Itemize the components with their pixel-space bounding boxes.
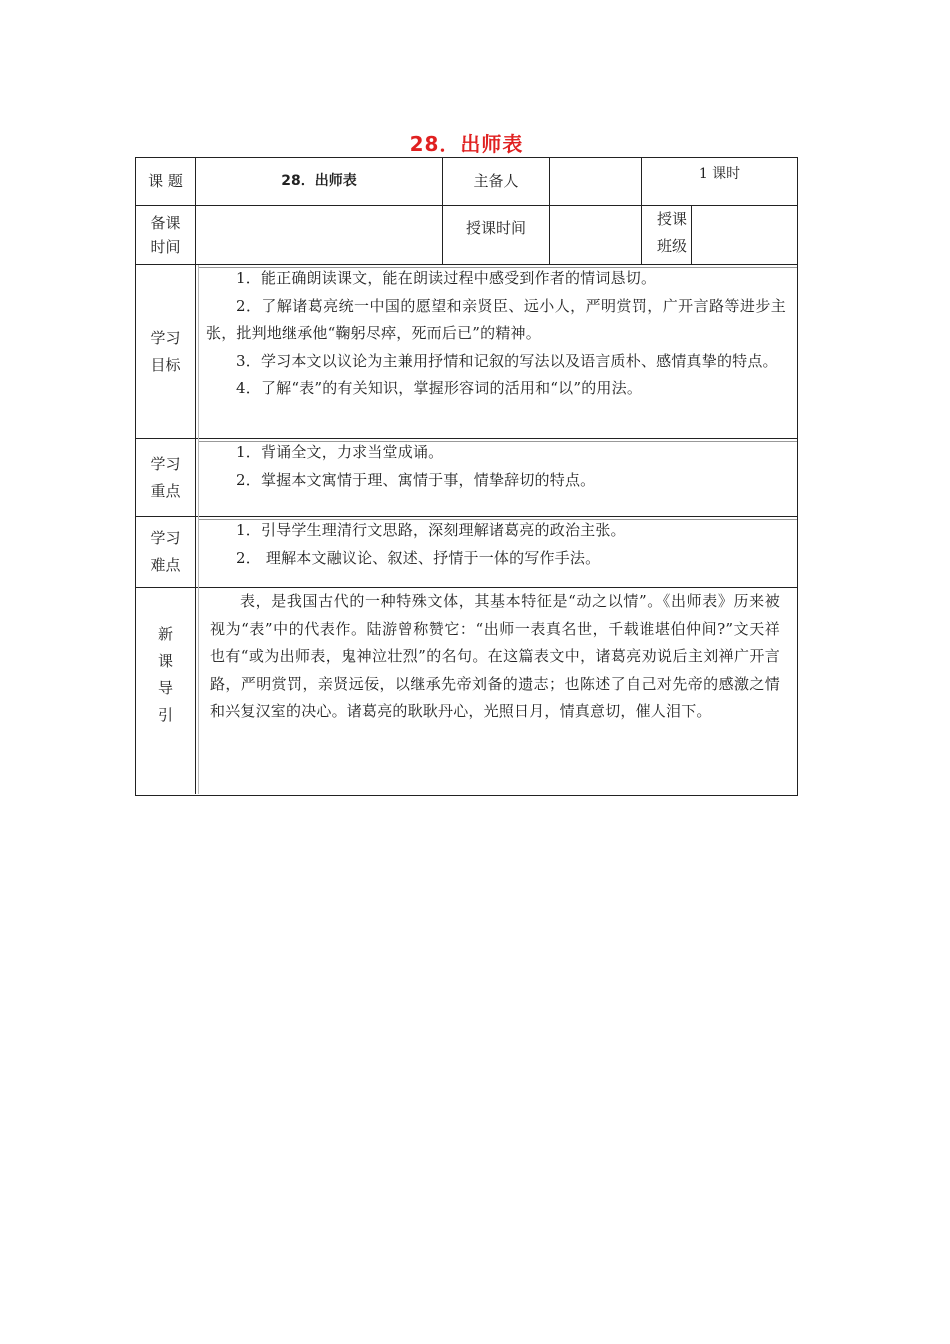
key-points-list bbox=[206, 439, 786, 494]
column-divider bbox=[198, 265, 199, 794]
key-points-label-line: 重点 bbox=[150, 481, 181, 500]
teach-time-label: 授课时间 bbox=[465, 218, 526, 237]
goal-item: 4．了解“表”的有关知识，掌握形容词的活用和“以”的用法。 bbox=[236, 379, 643, 397]
goal-item: 3．学习本文以议论为主兼用抒情和记叙的写法以及语言质朴、感情真挚的特点。 bbox=[236, 351, 778, 370]
document-title: 28．出师表 bbox=[409, 132, 524, 156]
key-point-item: 1．背诵全文，力求当堂成诵。 bbox=[236, 443, 444, 461]
prep-time-value bbox=[196, 205, 442, 264]
class-label-line: 授课 bbox=[656, 210, 687, 228]
teach-time-value bbox=[550, 205, 641, 264]
intro-label-char: 课 bbox=[157, 652, 173, 670]
difficulty-item: 1．引导学生理清行文思路，深刻理解诸葛亮的政治主张。 bbox=[236, 521, 626, 539]
prep-time-label bbox=[136, 205, 195, 264]
topic-value: 28．出师表 bbox=[281, 173, 357, 189]
goals-list bbox=[206, 265, 786, 403]
intro-text bbox=[210, 588, 780, 726]
difficulties-label bbox=[136, 517, 195, 587]
preparer-value bbox=[550, 158, 641, 205]
prep-time-label-line: 备课 bbox=[150, 213, 181, 232]
intro-label bbox=[136, 588, 195, 762]
intro-label-char: 导 bbox=[157, 679, 173, 697]
intro-label-char: 新 bbox=[157, 625, 173, 643]
goals-label-line: 目标 bbox=[150, 355, 181, 374]
class-label-line: 班级 bbox=[656, 237, 687, 255]
goals-label bbox=[136, 265, 195, 438]
goal-item: 1．能正确朗读课文，能在朗读过程中感受到作者的情词恳切。 bbox=[236, 269, 657, 287]
key-points-label bbox=[136, 439, 195, 516]
prep-time-label-line: 时间 bbox=[150, 237, 181, 256]
key-points-label-line: 学习 bbox=[150, 454, 181, 473]
difficulties-list bbox=[206, 517, 786, 572]
difficulties-label-line: 学习 bbox=[150, 529, 181, 547]
hours-value: 1 课时 bbox=[698, 165, 741, 182]
key-point-item: 2．掌握本文寓情于理、寓情于事，情挚辞切的特点。 bbox=[236, 470, 596, 489]
goals-label-line: 学习 bbox=[150, 328, 181, 347]
lesson-plan-table bbox=[135, 157, 798, 796]
intro-paragraph: 表，是我国古代的一种特殊文体，其基本特征是“动之以情”。《出师表》历来被视为“表”中的代表作。陆游曾称赞它：“出师一表真名世，千载谁堪伯仲间?”文天祥也有“或为出师表，鬼神泣壮烈”的名句。在这篇表文中，诸葛亮劝说后主刘禅广开言路，严明赏罚，亲贤远佞，以继承先帝刘备的遗志；也陈述了自己对先帝的感激之情和兴复汉室的决心。诸葛亮的耿耿丹心，光照日月，情真意切，催人泪下。 bbox=[210, 592, 780, 720]
topic-label: 课 题 bbox=[148, 172, 183, 190]
class-value bbox=[692, 205, 797, 264]
intro-label-char: 引 bbox=[157, 706, 173, 724]
difficulties-label-line: 难点 bbox=[150, 556, 181, 574]
difficulty-item: 2． 理解本文融议论、叙述、抒情于一体的写作手法。 bbox=[236, 548, 601, 567]
preparer-label: 主备人 bbox=[473, 172, 519, 190]
goal-item: 2．了解诸葛亮统一中国的愿望和亲贤臣、远小人，严明赏罚，广开言路等进步主张，批判地继承他“鞠躬尽瘁，死而后已”的精神。 bbox=[206, 296, 786, 342]
